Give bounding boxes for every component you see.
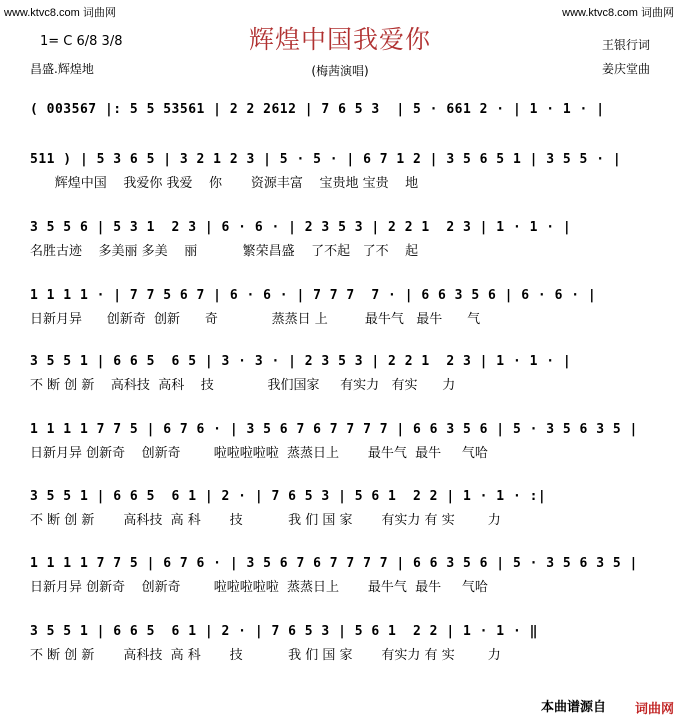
- lyrics-row: 不 断 创 新 高科技 高科 技 我们国家 有实力 有实 力: [30, 378, 456, 393]
- lyricist-credit: 王银行词: [601, 38, 650, 52]
- watermark-right: www.ktvc8.com 词曲网: [562, 7, 674, 19]
- notation-row: [30, 622, 650, 642]
- singers-credit: 昌盛.辉煌地: [30, 62, 94, 76]
- notation-row: [30, 487, 650, 507]
- notation-row: [30, 286, 650, 306]
- lyrics-row: 日新月异 创新奇 创新奇 啦啦啦啦啦 蒸蒸日上 最牛气 最牛 气哈: [30, 580, 488, 595]
- footer-source: 本曲谱源自: [540, 700, 606, 715]
- lyrics-row: 辉煌中国 我爱你 我爱 你 资源丰富 宝贵地 宝贵 地: [30, 176, 419, 191]
- notation-row: [30, 150, 650, 170]
- watermark-left: www.ktvc8.com 词曲网: [4, 7, 116, 19]
- lyrics-row: 不 断 创 新 高科技 高 科 技 我 们 国 家 有实力 有 实 力: [30, 513, 501, 528]
- notation-text: 511 ) | 5 3 6 5 | 3 2 1 2 3 | 5 · 5 · | 6 7 1 2 | 3 5 6 5 1 | 3 5 5 · |: [30, 152, 622, 167]
- notation-text: 1 1 1 1 7 7 5 | 6 7 6 · | 3 5 6 7 6 7 7 7 7 | 6 6 3 5 6 | 5 · 3 5 6 3 5 |: [30, 422, 638, 437]
- song-title: 辉煌中国我爱你: [248, 25, 431, 54]
- lyrics-row: 名胜古迹 多美丽 多美 丽 繁荣昌盛 了不起 了不 起: [30, 244, 419, 259]
- notation-text: 1 1 1 1 7 7 5 | 6 7 6 · | 3 5 6 7 6 7 7 7 7 | 6 6 3 5 6 | 5 · 3 5 6 3 5 |: [30, 556, 638, 571]
- notation-text: 3 5 5 1 | 6 6 5 6 1 | 2 · | 7 6 5 3 | 5 6 1 2 2 | 1 · 1 · ‖: [30, 624, 538, 639]
- performer-credit: (梅茜演唱): [311, 64, 369, 78]
- notation-row: [30, 420, 650, 440]
- notation-row: [30, 218, 650, 238]
- composer-credit: 姜庆堂曲: [601, 62, 650, 76]
- notation-text: 3 5 5 1 | 6 6 5 6 5 | 3 · 3 · | 2 3 5 3 | 2 2 1 2 3 | 1 · 1 · |: [30, 354, 572, 369]
- notation-text: ( 003567 |: 5 5 53561 | 2 2 2612 | 7 6 5 3 | 5 · 661 2 · | 1 · 1 · |: [30, 102, 605, 117]
- lyrics-row: 不 断 创 新 高科技 高 科 技 我 们 国 家 有实力 有 实 力: [30, 648, 501, 663]
- notation-text: 1 1 1 1 · | 7 7 5 6 7 | 6 · 6 · | 7 7 7 7 · | 6 6 3 5 6 | 6 · 6 · |: [30, 288, 597, 303]
- lyrics-row: 日新月异 创新奇 创新奇 啦啦啦啦啦 蒸蒸日上 最牛气 最牛 气哈: [30, 446, 488, 461]
- notation-text: 3 5 5 6 | 5 3 1 2 3 | 6 · 6 · | 2 3 5 3 | 2 2 1 2 3 | 1 · 1 · |: [30, 220, 572, 235]
- key-signature: 1= C 6/8 3/8: [40, 34, 123, 49]
- notation-text: 3 5 5 1 | 6 6 5 6 1 | 2 · | 7 6 5 3 | 5 6 1 2 2 | 1 · 1 · :|: [30, 489, 547, 504]
- notation-row: [30, 352, 650, 372]
- notation-row: [30, 554, 650, 574]
- site-badge: 词曲网: [634, 702, 674, 717]
- lyrics-row: 日新月异 创新奇 创新 奇 蒸蒸日 上 最牛气 最牛 气: [30, 312, 481, 327]
- notation-row: [30, 100, 650, 120]
